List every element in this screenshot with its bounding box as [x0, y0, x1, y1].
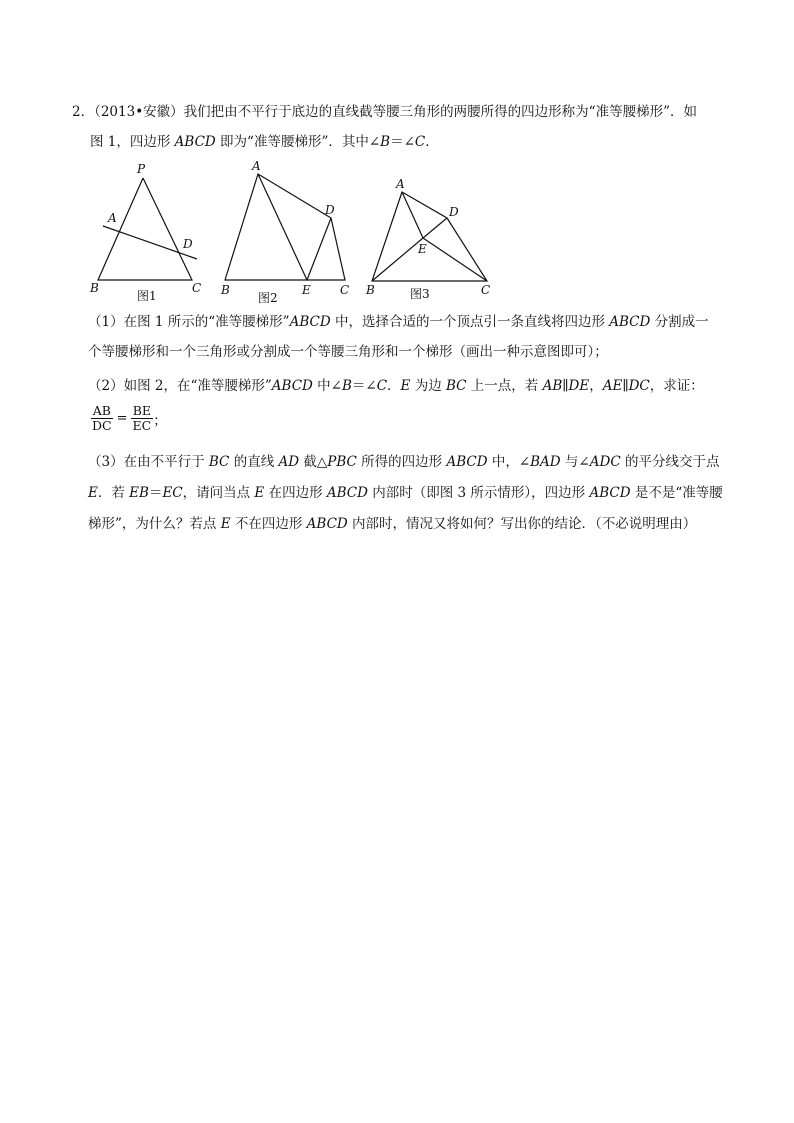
q1-line-1: （1）在图 1 所示的“准等腰梯形”ABCD 中，选择合适的一个顶点引一条直线将四边形 ABCD 分割成一 [88, 314, 709, 330]
problem-intro-line-2: 图 1，四边形 ABCD 即为“准等腰梯形”．其中∠B＝∠C． [90, 134, 439, 150]
fig2-caption: 图2 [258, 291, 278, 305]
figure-2 [220, 159, 349, 305]
fig3-segment-de [423, 218, 447, 238]
fig3-label-b: B [366, 283, 375, 297]
q3-line-3: 梯形”，为什么？若点 E 不在四边形 ABCD 内部时，情况又将如何？写出你的结论．（不必说明理由） [88, 516, 697, 532]
figure-1 [89, 162, 201, 303]
figures-panel [80, 156, 510, 306]
figure-3 [365, 177, 490, 301]
fig1-label-c: C [192, 281, 202, 295]
problem-intro-line-1: 2．（2013•安徽）我们把由不平行于底边的直线截等腰三角形的两腰所得的四边形称为“准等腰梯形”．如 [72, 104, 697, 120]
fraction-ab-dc: $\frac{AB}{DC}$ [92, 403, 112, 433]
fig3-segment-ae [402, 192, 423, 238]
q1-line-2: 个等腰梯形和一个三角形或分割成一个等腰三角形和一个梯形（画出一种示意图即可）； [88, 344, 608, 360]
q3-line-2: E．若 EB＝EC，请问当点 E 在四边形 ABCD 内部时（即图 3 所示情形），四边形 ABCD 是不是“准等腰 [88, 485, 723, 501]
q2-line-1: （2）如图 2，在“准等腰梯形”ABCD 中∠B＝∠C．E 为边 BC 上一点，若 AB∥DE，AE∥DC，求证： [88, 378, 704, 394]
problem-source: （2013•安徽） [94, 104, 184, 120]
fig3-label-d: D [449, 205, 459, 219]
fig3-segment-ce [423, 238, 487, 281]
fig2-label-b: B [221, 283, 230, 297]
fig1-label-d: D [183, 237, 193, 251]
fig2-segment-ae [258, 174, 307, 280]
fig3-label-e: E [418, 242, 427, 256]
fig2-segment-de [307, 218, 331, 280]
fig1-label-b: B [90, 281, 99, 295]
fig2-label-d: D [325, 203, 335, 217]
fig3-quadrilateral [372, 192, 487, 281]
fig3-caption: 图3 [410, 287, 430, 301]
fig1-label-a: A [108, 211, 117, 225]
q3-line-1: （3）在由不平行于 BC 的直线 AD 截△PBC 所得的四边形 ABCD 中，∠BAD 与∠ADC 的平分线交于点 [88, 454, 720, 470]
fig3-label-c: C [481, 283, 491, 297]
q2-proportion: $\frac{AB}{DC}$ = $\frac{BE}{EC}$ ； [92, 403, 167, 433]
fig1-caption: 图1 [137, 289, 157, 303]
problem-number: 2． [72, 104, 95, 120]
fig3-label-a: A [396, 177, 405, 191]
fraction-be-ec: $\frac{BE}{EC}$ [132, 403, 152, 433]
fig2-label-a: A [252, 159, 261, 173]
fig1-label-p: P [137, 162, 146, 176]
fig2-label-e: E [302, 283, 311, 297]
fig2-label-c: C [340, 283, 350, 297]
